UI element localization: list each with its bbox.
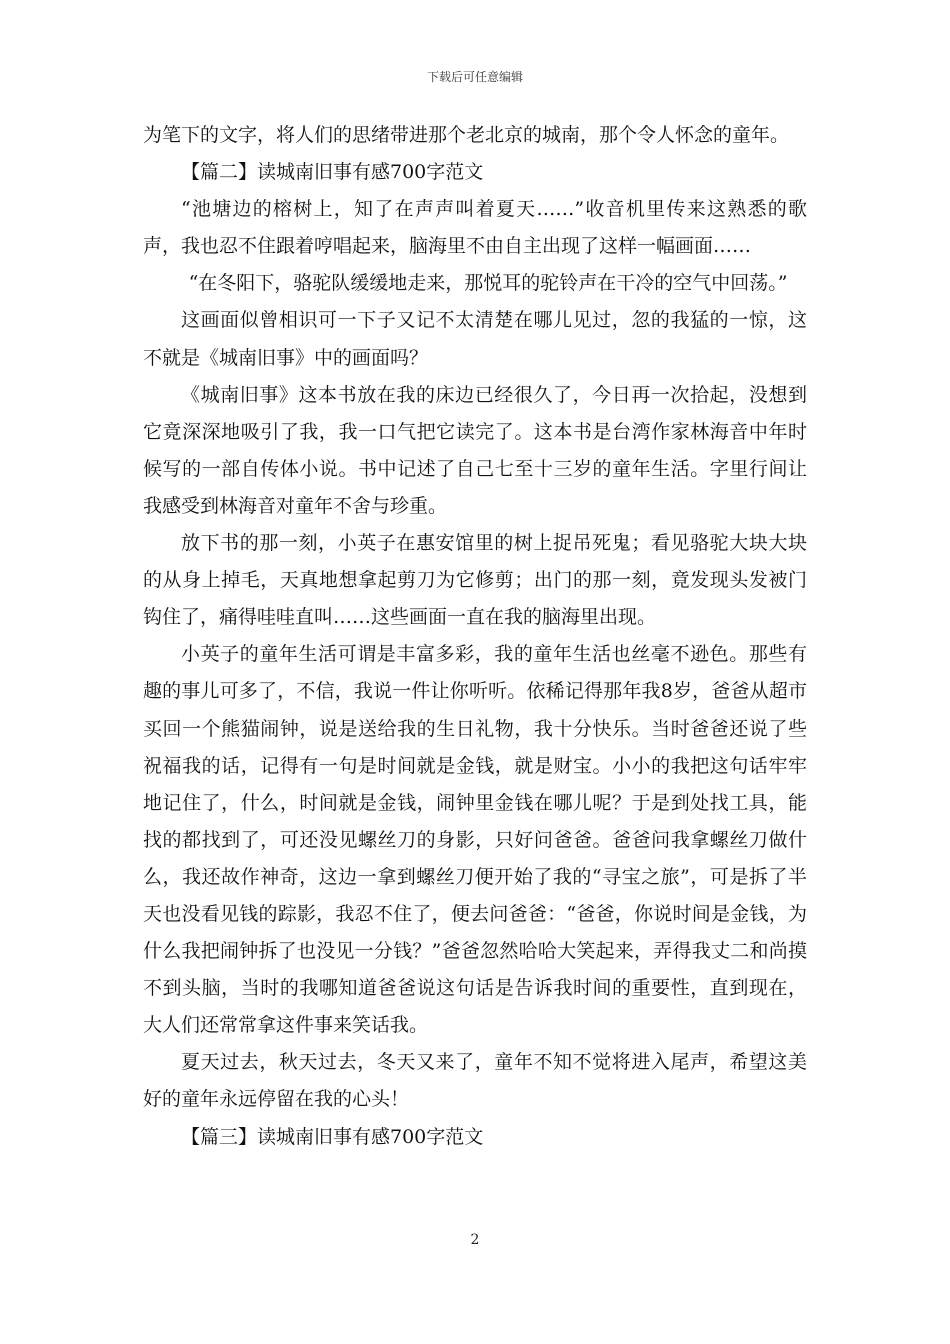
paragraph-continuation: 为笔下的文字，将人们的思绪带进那个老北京的城南，那个令人怀念的童年。 (143, 124, 790, 146)
paragraph: 小英子的童年生活可谓是丰富多彩，我的童年生活也丝毫不逊色。那些有趣的事儿可多了，不信，我说一件让你听听。依稀记得那年我8岁，爸爸从超市买回一个熊猫闹钟，说是送给我的生日礼物，我十分快乐。当时爸爸还说了些祝福我的话，记得有一句是时间就是金钱，就是财宝。小小的我把这句话牢牢地记住了，什么，时间就是金钱，闹钟里金钱在哪儿呢？于是到处找工具，能找的都找到了，可还没见螺丝刀的身影，只好问爸爸。爸爸问我拿螺丝刀做什么，我还故作神奇，这边一拿到螺丝刀便开始了我的“寻宝之旅”，可是拆了半天也没看见钱的踪影，我忍不住了，便去问爸爸：“爸爸，你说时间是金钱，为什么我把闹钟拆了也没见一分钱？”爸爸忽然哈哈大笑起来，弄得我丈二和尚摸不到头脑，当时的我哪知道爸爸说这句话是告诉我时间的重要性，直到现在，大人们还常常拿这件事来笑话我。 (143, 643, 807, 1037)
page-number: 2 (470, 1232, 480, 1248)
page-header: 下载后可任意编辑 (426, 70, 523, 84)
paragraph: 这画面似曾相识可一下子又记不太清楚在哪儿见过，忽的我猛的一惊，这不就是《城南旧事》中的画面吗？ (143, 309, 807, 369)
paragraph: 夏天过去，秋天过去，冬天又来了，童年不知不觉将进入尾声，希望这美好的童年永远停留在我的心头！ (143, 1051, 807, 1111)
paragraph: “池塘边的榕树上，知了在声声叫着夏天……”收音机里传来这熟悉的歌声，我也忍不住跟着哼唱起来，脑海里不由自主出现了这样一幅画面…… (143, 198, 807, 258)
document-body (143, 117, 807, 1156)
paragraph: 《城南旧事》这本书放在我的床边已经很久了，今日再一次拾起，没想到它竟深深地吸引了我，我一口气把它读完了。这本书是台湾作家林海音中年时候写的一部自传体小说。书中记述了自己七至十三岁的童年生活。字里行间让我感受到林海音对童年不舍与珍重。 (143, 383, 807, 517)
section-heading-part-three: 【篇三】读城南旧事有感700字范文 (181, 1125, 484, 1148)
paragraph-quote: “在冬阳下，骆驼队缓缓地走来，那悦耳的驼铃声在干冷的空气中回荡。” (188, 272, 788, 295)
paragraph: 放下书的那一刻，小英子在惠安馆里的树上捉吊死鬼；看见骆驼大块大块的从身上掉毛，天真地想拿起剪刀为它修剪；出门的那一刻，竟发现头发被门钩住了，痛得哇哇直叫……这些画面一直在我的脑海里出现。 (143, 532, 807, 629)
section-heading-part-two: 【篇二】读城南旧事有感700字范文 (181, 161, 484, 184)
